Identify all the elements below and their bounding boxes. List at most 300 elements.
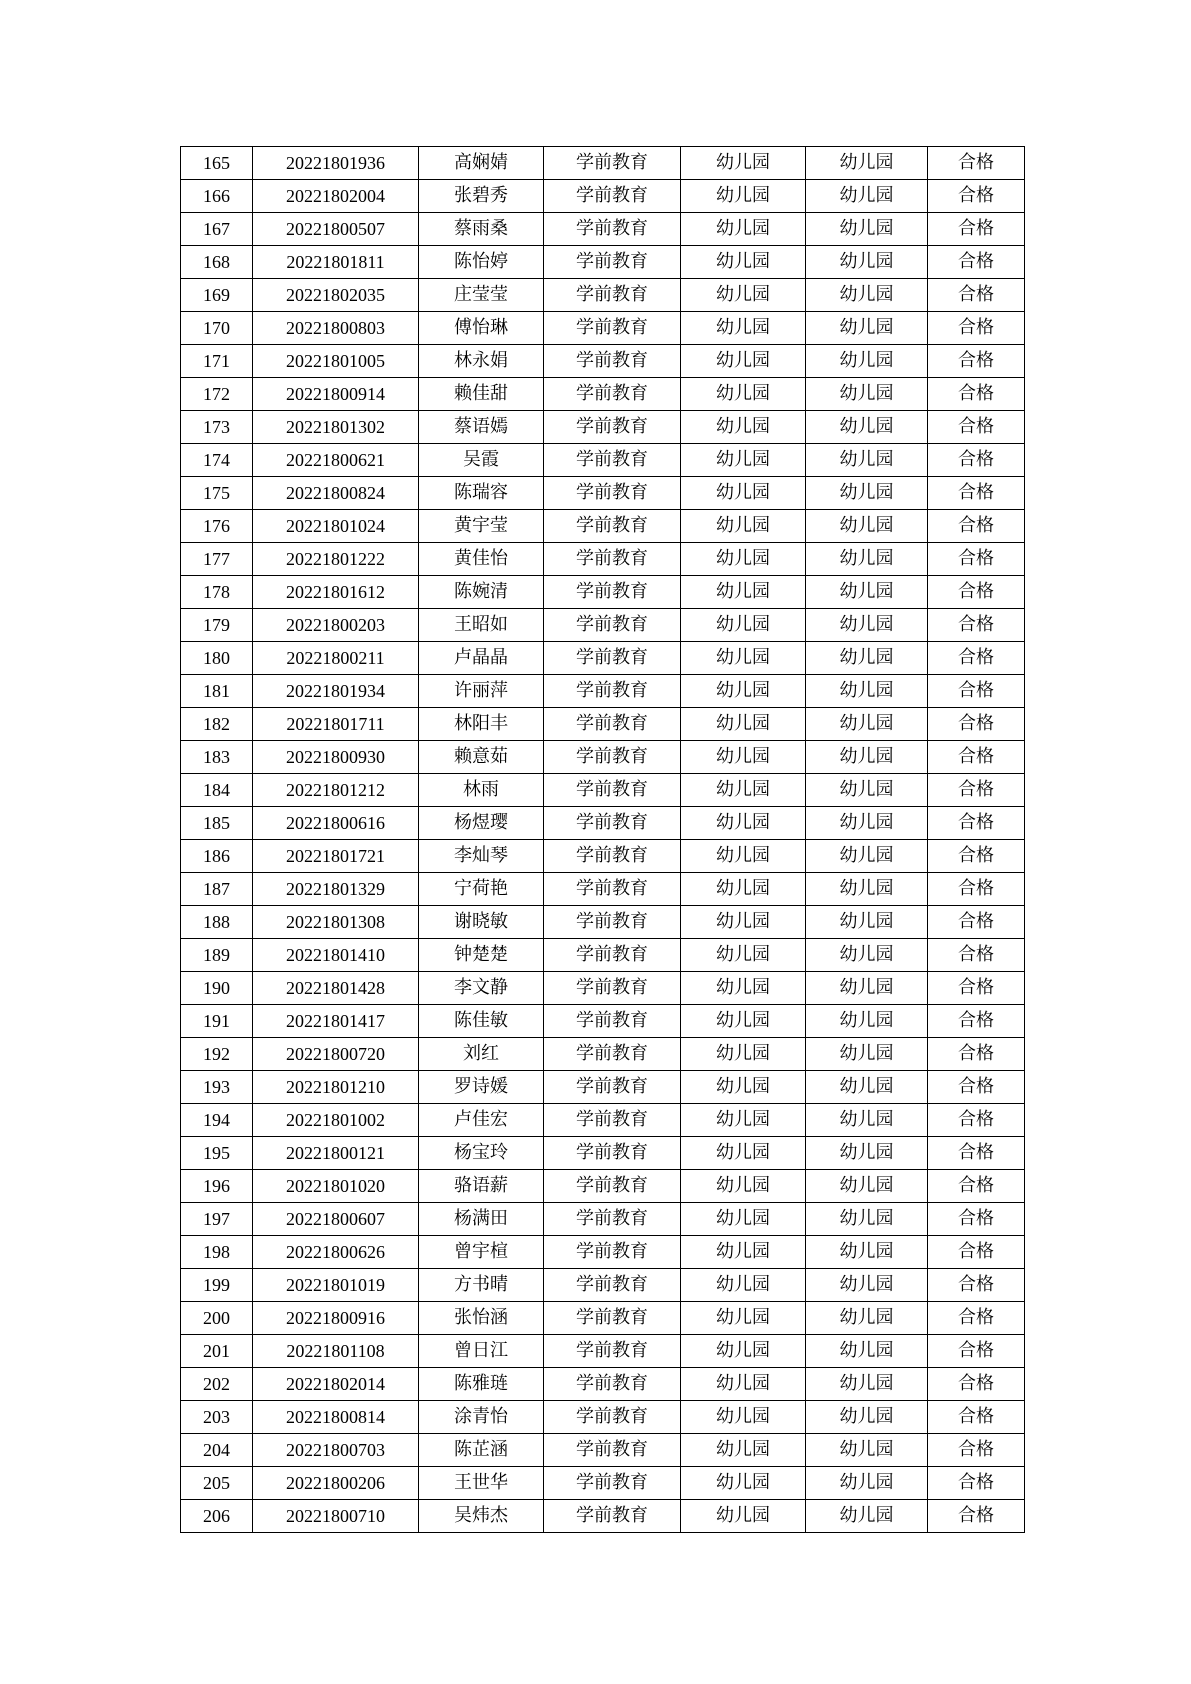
position-cell: 幼儿园: [806, 642, 928, 675]
result-cell: 合格: [928, 444, 1025, 477]
result-cell: 合格: [928, 147, 1025, 180]
position-cell: 幼儿园: [806, 147, 928, 180]
table-row: [181, 543, 1025, 576]
result-cell: 合格: [928, 510, 1025, 543]
row-number-cell: 177: [181, 543, 253, 576]
name-cell: 黄宇莹: [419, 510, 544, 543]
position-cell: 幼儿园: [806, 972, 928, 1005]
school-level-cell: 幼儿园: [681, 510, 806, 543]
school-level-cell: 幼儿园: [681, 1038, 806, 1071]
subject-cell: 学前教育: [544, 1071, 681, 1104]
candidate-id-cell: 20221800206: [253, 1467, 419, 1500]
name-cell: 林雨: [419, 774, 544, 807]
school-level-cell: 幼儿园: [681, 873, 806, 906]
candidate-id-cell: 20221800824: [253, 477, 419, 510]
result-cell: 合格: [928, 1137, 1025, 1170]
candidate-id-cell: 20221802014: [253, 1368, 419, 1401]
result-cell: 合格: [928, 807, 1025, 840]
position-cell: 幼儿园: [806, 906, 928, 939]
school-level-cell: 幼儿园: [681, 840, 806, 873]
name-cell: 杨满田: [419, 1203, 544, 1236]
school-level-cell: 幼儿园: [681, 444, 806, 477]
name-cell: 吴炜杰: [419, 1500, 544, 1533]
name-cell: 王昭如: [419, 609, 544, 642]
name-cell: 陈瑞容: [419, 477, 544, 510]
table-row: [181, 675, 1025, 708]
table-row: [181, 1335, 1025, 1368]
position-cell: 幼儿园: [806, 1302, 928, 1335]
name-cell: 高娴婧: [419, 147, 544, 180]
table-row: [181, 1269, 1025, 1302]
subject-cell: 学前教育: [544, 1236, 681, 1269]
row-number-cell: 189: [181, 939, 253, 972]
candidate-id-cell: 20221801711: [253, 708, 419, 741]
row-number-cell: 174: [181, 444, 253, 477]
row-number-cell: 204: [181, 1434, 253, 1467]
result-cell: 合格: [928, 840, 1025, 873]
row-number-cell: 170: [181, 312, 253, 345]
name-cell: 涂青怡: [419, 1401, 544, 1434]
subject-cell: 学前教育: [544, 642, 681, 675]
school-level-cell: 幼儿园: [681, 1236, 806, 1269]
candidate-id-cell: 20221800621: [253, 444, 419, 477]
row-number-cell: 205: [181, 1467, 253, 1500]
name-cell: 赖佳甜: [419, 378, 544, 411]
table-row: [181, 939, 1025, 972]
subject-cell: 学前教育: [544, 378, 681, 411]
subject-cell: 学前教育: [544, 1137, 681, 1170]
position-cell: 幼儿园: [806, 246, 928, 279]
name-cell: 罗诗媛: [419, 1071, 544, 1104]
table-row: [181, 1203, 1025, 1236]
position-cell: 幼儿园: [806, 873, 928, 906]
name-cell: 蔡雨桑: [419, 213, 544, 246]
position-cell: 幼儿园: [806, 411, 928, 444]
table-row: [181, 1401, 1025, 1434]
table-row: [181, 1236, 1025, 1269]
subject-cell: 学前教育: [544, 1005, 681, 1038]
candidate-id-cell: 20221800507: [253, 213, 419, 246]
candidate-id-cell: 20221801005: [253, 345, 419, 378]
school-level-cell: 幼儿园: [681, 345, 806, 378]
result-cell: 合格: [928, 1269, 1025, 1302]
table-row: [181, 774, 1025, 807]
result-cell: 合格: [928, 972, 1025, 1005]
subject-cell: 学前教育: [544, 147, 681, 180]
candidate-id-cell: 20221800703: [253, 1434, 419, 1467]
table-row: [181, 1137, 1025, 1170]
position-cell: 幼儿园: [806, 1104, 928, 1137]
result-cell: 合格: [928, 609, 1025, 642]
candidate-id-cell: 20221800916: [253, 1302, 419, 1335]
school-level-cell: 幼儿园: [681, 1302, 806, 1335]
subject-cell: 学前教育: [544, 1401, 681, 1434]
subject-cell: 学前教育: [544, 543, 681, 576]
candidate-id-cell: 20221801019: [253, 1269, 419, 1302]
row-number-cell: 173: [181, 411, 253, 444]
subject-cell: 学前教育: [544, 741, 681, 774]
row-number-cell: 184: [181, 774, 253, 807]
name-cell: 王世华: [419, 1467, 544, 1500]
position-cell: 幼儿园: [806, 1401, 928, 1434]
position-cell: 幼儿园: [806, 1269, 928, 1302]
row-number-cell: 196: [181, 1170, 253, 1203]
name-cell: 吴霞: [419, 444, 544, 477]
row-number-cell: 169: [181, 279, 253, 312]
subject-cell: 学前教育: [544, 213, 681, 246]
row-number-cell: 206: [181, 1500, 253, 1533]
position-cell: 幼儿园: [806, 1500, 928, 1533]
result-cell: 合格: [928, 675, 1025, 708]
table-body: [181, 147, 1025, 1533]
position-cell: 幼儿园: [806, 1434, 928, 1467]
subject-cell: 学前教育: [544, 1467, 681, 1500]
name-cell: 蔡语嫣: [419, 411, 544, 444]
candidate-id-cell: 20221801329: [253, 873, 419, 906]
school-level-cell: 幼儿园: [681, 1401, 806, 1434]
school-level-cell: 幼儿园: [681, 708, 806, 741]
candidate-id-cell: 20221801212: [253, 774, 419, 807]
result-cell: 合格: [928, 1302, 1025, 1335]
position-cell: 幼儿园: [806, 1170, 928, 1203]
position-cell: 幼儿园: [806, 1368, 928, 1401]
position-cell: 幼儿园: [806, 675, 928, 708]
row-number-cell: 199: [181, 1269, 253, 1302]
name-cell: 李灿琴: [419, 840, 544, 873]
position-cell: 幼儿园: [806, 576, 928, 609]
result-cell: 合格: [928, 213, 1025, 246]
table-row: [181, 642, 1025, 675]
subject-cell: 学前教育: [544, 708, 681, 741]
subject-cell: 学前教育: [544, 1302, 681, 1335]
row-number-cell: 202: [181, 1368, 253, 1401]
name-cell: 林阳丰: [419, 708, 544, 741]
position-cell: 幼儿园: [806, 1236, 928, 1269]
table-row: [181, 1038, 1025, 1071]
name-cell: 卢晶晶: [419, 642, 544, 675]
position-cell: 幼儿园: [806, 774, 928, 807]
position-cell: 幼儿园: [806, 312, 928, 345]
name-cell: 张碧秀: [419, 180, 544, 213]
result-cell: 合格: [928, 411, 1025, 444]
result-cell: 合格: [928, 1170, 1025, 1203]
school-level-cell: 幼儿园: [681, 807, 806, 840]
candidate-id-cell: 20221800914: [253, 378, 419, 411]
position-cell: 幼儿园: [806, 345, 928, 378]
row-number-cell: 186: [181, 840, 253, 873]
table-row: [181, 972, 1025, 1005]
row-number-cell: 197: [181, 1203, 253, 1236]
subject-cell: 学前教育: [544, 246, 681, 279]
school-level-cell: 幼儿园: [681, 675, 806, 708]
school-level-cell: 幼儿园: [681, 213, 806, 246]
subject-cell: 学前教育: [544, 477, 681, 510]
school-level-cell: 幼儿园: [681, 939, 806, 972]
row-number-cell: 203: [181, 1401, 253, 1434]
school-level-cell: 幼儿园: [681, 477, 806, 510]
name-cell: 黄佳怡: [419, 543, 544, 576]
candidate-id-cell: 20221801002: [253, 1104, 419, 1137]
candidate-id-cell: 20221801936: [253, 147, 419, 180]
subject-cell: 学前教育: [544, 444, 681, 477]
candidate-id-cell: 20221800626: [253, 1236, 419, 1269]
table-row: [181, 147, 1025, 180]
table-row: [181, 1170, 1025, 1203]
school-level-cell: 幼儿园: [681, 543, 806, 576]
position-cell: 幼儿园: [806, 708, 928, 741]
position-cell: 幼儿园: [806, 1005, 928, 1038]
result-cell: 合格: [928, 774, 1025, 807]
name-cell: 杨宝玲: [419, 1137, 544, 1170]
result-cell: 合格: [928, 906, 1025, 939]
school-level-cell: 幼儿园: [681, 279, 806, 312]
table-row: [181, 213, 1025, 246]
row-number-cell: 192: [181, 1038, 253, 1071]
row-number-cell: 168: [181, 246, 253, 279]
result-cell: 合格: [928, 708, 1025, 741]
candidate-id-cell: 20221802004: [253, 180, 419, 213]
table-row: [181, 609, 1025, 642]
name-cell: 卢佳宏: [419, 1104, 544, 1137]
subject-cell: 学前教育: [544, 1203, 681, 1236]
school-level-cell: 幼儿园: [681, 246, 806, 279]
school-level-cell: 幼儿园: [681, 576, 806, 609]
candidate-id-cell: 20221801811: [253, 246, 419, 279]
table-row: [181, 378, 1025, 411]
row-number-cell: 167: [181, 213, 253, 246]
row-number-cell: 178: [181, 576, 253, 609]
subject-cell: 学前教育: [544, 1269, 681, 1302]
result-cell: 合格: [928, 1368, 1025, 1401]
result-cell: 合格: [928, 873, 1025, 906]
position-cell: 幼儿园: [806, 741, 928, 774]
result-cell: 合格: [928, 345, 1025, 378]
name-cell: 曾宇楦: [419, 1236, 544, 1269]
row-number-cell: 187: [181, 873, 253, 906]
table-row: [181, 708, 1025, 741]
row-number-cell: 179: [181, 609, 253, 642]
result-cell: 合格: [928, 1005, 1025, 1038]
subject-cell: 学前教育: [544, 1170, 681, 1203]
name-cell: 庄莹莹: [419, 279, 544, 312]
name-cell: 曾日江: [419, 1335, 544, 1368]
row-number-cell: 181: [181, 675, 253, 708]
candidate-id-cell: 20221801308: [253, 906, 419, 939]
table-row: [181, 1434, 1025, 1467]
school-level-cell: 幼儿园: [681, 180, 806, 213]
result-cell: 合格: [928, 1104, 1025, 1137]
subject-cell: 学前教育: [544, 180, 681, 213]
position-cell: 幼儿园: [806, 840, 928, 873]
school-level-cell: 幼儿园: [681, 1467, 806, 1500]
school-level-cell: 幼儿园: [681, 1071, 806, 1104]
table-row: [181, 1104, 1025, 1137]
subject-cell: 学前教育: [544, 1104, 681, 1137]
candidate-id-cell: 20221800710: [253, 1500, 419, 1533]
candidate-id-cell: 20221800720: [253, 1038, 419, 1071]
school-level-cell: 幼儿园: [681, 906, 806, 939]
row-number-cell: 190: [181, 972, 253, 1005]
name-cell: 傅怡琳: [419, 312, 544, 345]
candidate-id-cell: 20221800814: [253, 1401, 419, 1434]
school-level-cell: 幼儿园: [681, 1005, 806, 1038]
school-level-cell: 幼儿园: [681, 1203, 806, 1236]
position-cell: 幼儿园: [806, 477, 928, 510]
subject-cell: 学前教育: [544, 510, 681, 543]
subject-cell: 学前教育: [544, 1335, 681, 1368]
name-cell: 陈婉清: [419, 576, 544, 609]
result-cell: 合格: [928, 543, 1025, 576]
school-level-cell: 幼儿园: [681, 1170, 806, 1203]
name-cell: 骆语薪: [419, 1170, 544, 1203]
row-number-cell: 195: [181, 1137, 253, 1170]
position-cell: 幼儿园: [806, 609, 928, 642]
result-cell: 合格: [928, 576, 1025, 609]
school-level-cell: 幼儿园: [681, 312, 806, 345]
table-row: [181, 1500, 1025, 1533]
table-row: [181, 477, 1025, 510]
row-number-cell: 182: [181, 708, 253, 741]
position-cell: 幼儿园: [806, 1137, 928, 1170]
name-cell: 谢晓敏: [419, 906, 544, 939]
result-cell: 合格: [928, 477, 1025, 510]
name-cell: 方书晴: [419, 1269, 544, 1302]
row-number-cell: 188: [181, 906, 253, 939]
name-cell: 宁荷艳: [419, 873, 544, 906]
name-cell: 许丽萍: [419, 675, 544, 708]
results-table: [180, 146, 1025, 1533]
school-level-cell: 幼儿园: [681, 741, 806, 774]
row-number-cell: 175: [181, 477, 253, 510]
position-cell: 幼儿园: [806, 1467, 928, 1500]
subject-cell: 学前教育: [544, 939, 681, 972]
position-cell: 幼儿园: [806, 939, 928, 972]
candidate-id-cell: 20221801612: [253, 576, 419, 609]
name-cell: 陈芷涵: [419, 1434, 544, 1467]
school-level-cell: 幼儿园: [681, 147, 806, 180]
school-level-cell: 幼儿园: [681, 1335, 806, 1368]
table-row: [181, 411, 1025, 444]
table-row: [181, 345, 1025, 378]
candidate-id-cell: 20221800930: [253, 741, 419, 774]
name-cell: 张怡涵: [419, 1302, 544, 1335]
school-level-cell: 幼儿园: [681, 1500, 806, 1533]
table-row: [181, 1467, 1025, 1500]
table-row: [181, 246, 1025, 279]
result-cell: 合格: [928, 1071, 1025, 1104]
candidate-id-cell: 20221801222: [253, 543, 419, 576]
table-row: [181, 906, 1025, 939]
school-level-cell: 幼儿园: [681, 1368, 806, 1401]
subject-cell: 学前教育: [544, 312, 681, 345]
table-row: [181, 807, 1025, 840]
table-row: [181, 1302, 1025, 1335]
row-number-cell: 183: [181, 741, 253, 774]
row-number-cell: 176: [181, 510, 253, 543]
subject-cell: 学前教育: [544, 609, 681, 642]
school-level-cell: 幼儿园: [681, 642, 806, 675]
subject-cell: 学前教育: [544, 1434, 681, 1467]
name-cell: 李文静: [419, 972, 544, 1005]
position-cell: 幼儿园: [806, 378, 928, 411]
school-level-cell: 幼儿园: [681, 378, 806, 411]
name-cell: 陈怡婷: [419, 246, 544, 279]
subject-cell: 学前教育: [544, 279, 681, 312]
table-row: [181, 312, 1025, 345]
candidate-id-cell: 20221800803: [253, 312, 419, 345]
result-cell: 合格: [928, 312, 1025, 345]
subject-cell: 学前教育: [544, 873, 681, 906]
name-cell: 陈雅琏: [419, 1368, 544, 1401]
position-cell: 幼儿园: [806, 444, 928, 477]
candidate-id-cell: 20221801024: [253, 510, 419, 543]
result-cell: 合格: [928, 246, 1025, 279]
result-cell: 合格: [928, 1203, 1025, 1236]
row-number-cell: 172: [181, 378, 253, 411]
subject-cell: 学前教育: [544, 675, 681, 708]
school-level-cell: 幼儿园: [681, 411, 806, 444]
candidate-id-cell: 20221801934: [253, 675, 419, 708]
result-cell: 合格: [928, 1335, 1025, 1368]
row-number-cell: 185: [181, 807, 253, 840]
position-cell: 幼儿园: [806, 1335, 928, 1368]
result-cell: 合格: [928, 642, 1025, 675]
position-cell: 幼儿园: [806, 1203, 928, 1236]
result-cell: 合格: [928, 1500, 1025, 1533]
row-number-cell: 171: [181, 345, 253, 378]
school-level-cell: 幼儿园: [681, 972, 806, 1005]
position-cell: 幼儿园: [806, 213, 928, 246]
name-cell: 陈佳敏: [419, 1005, 544, 1038]
school-level-cell: 幼儿园: [681, 1104, 806, 1137]
row-number-cell: 165: [181, 147, 253, 180]
table-row: [181, 873, 1025, 906]
row-number-cell: 200: [181, 1302, 253, 1335]
candidate-id-cell: 20221800203: [253, 609, 419, 642]
result-cell: 合格: [928, 741, 1025, 774]
candidate-id-cell: 20221801428: [253, 972, 419, 1005]
table-row: [181, 279, 1025, 312]
candidate-id-cell: 20221801417: [253, 1005, 419, 1038]
position-cell: 幼儿园: [806, 279, 928, 312]
school-level-cell: 幼儿园: [681, 1269, 806, 1302]
table-row: [181, 444, 1025, 477]
row-number-cell: 166: [181, 180, 253, 213]
candidate-id-cell: 20221800616: [253, 807, 419, 840]
result-cell: 合格: [928, 279, 1025, 312]
position-cell: 幼儿园: [806, 1038, 928, 1071]
table-row: [181, 510, 1025, 543]
candidate-id-cell: 20221802035: [253, 279, 419, 312]
position-cell: 幼儿园: [806, 180, 928, 213]
table-row: [181, 1368, 1025, 1401]
result-cell: 合格: [928, 939, 1025, 972]
subject-cell: 学前教育: [544, 345, 681, 378]
subject-cell: 学前教育: [544, 906, 681, 939]
candidate-id-cell: 20221801210: [253, 1071, 419, 1104]
row-number-cell: 193: [181, 1071, 253, 1104]
candidate-id-cell: 20221801410: [253, 939, 419, 972]
candidate-id-cell: 20221801302: [253, 411, 419, 444]
result-cell: 合格: [928, 1434, 1025, 1467]
candidate-id-cell: 20221800607: [253, 1203, 419, 1236]
position-cell: 幼儿园: [806, 510, 928, 543]
row-number-cell: 201: [181, 1335, 253, 1368]
row-number-cell: 180: [181, 642, 253, 675]
subject-cell: 学前教育: [544, 972, 681, 1005]
table-row: [181, 840, 1025, 873]
table-row: [181, 1005, 1025, 1038]
